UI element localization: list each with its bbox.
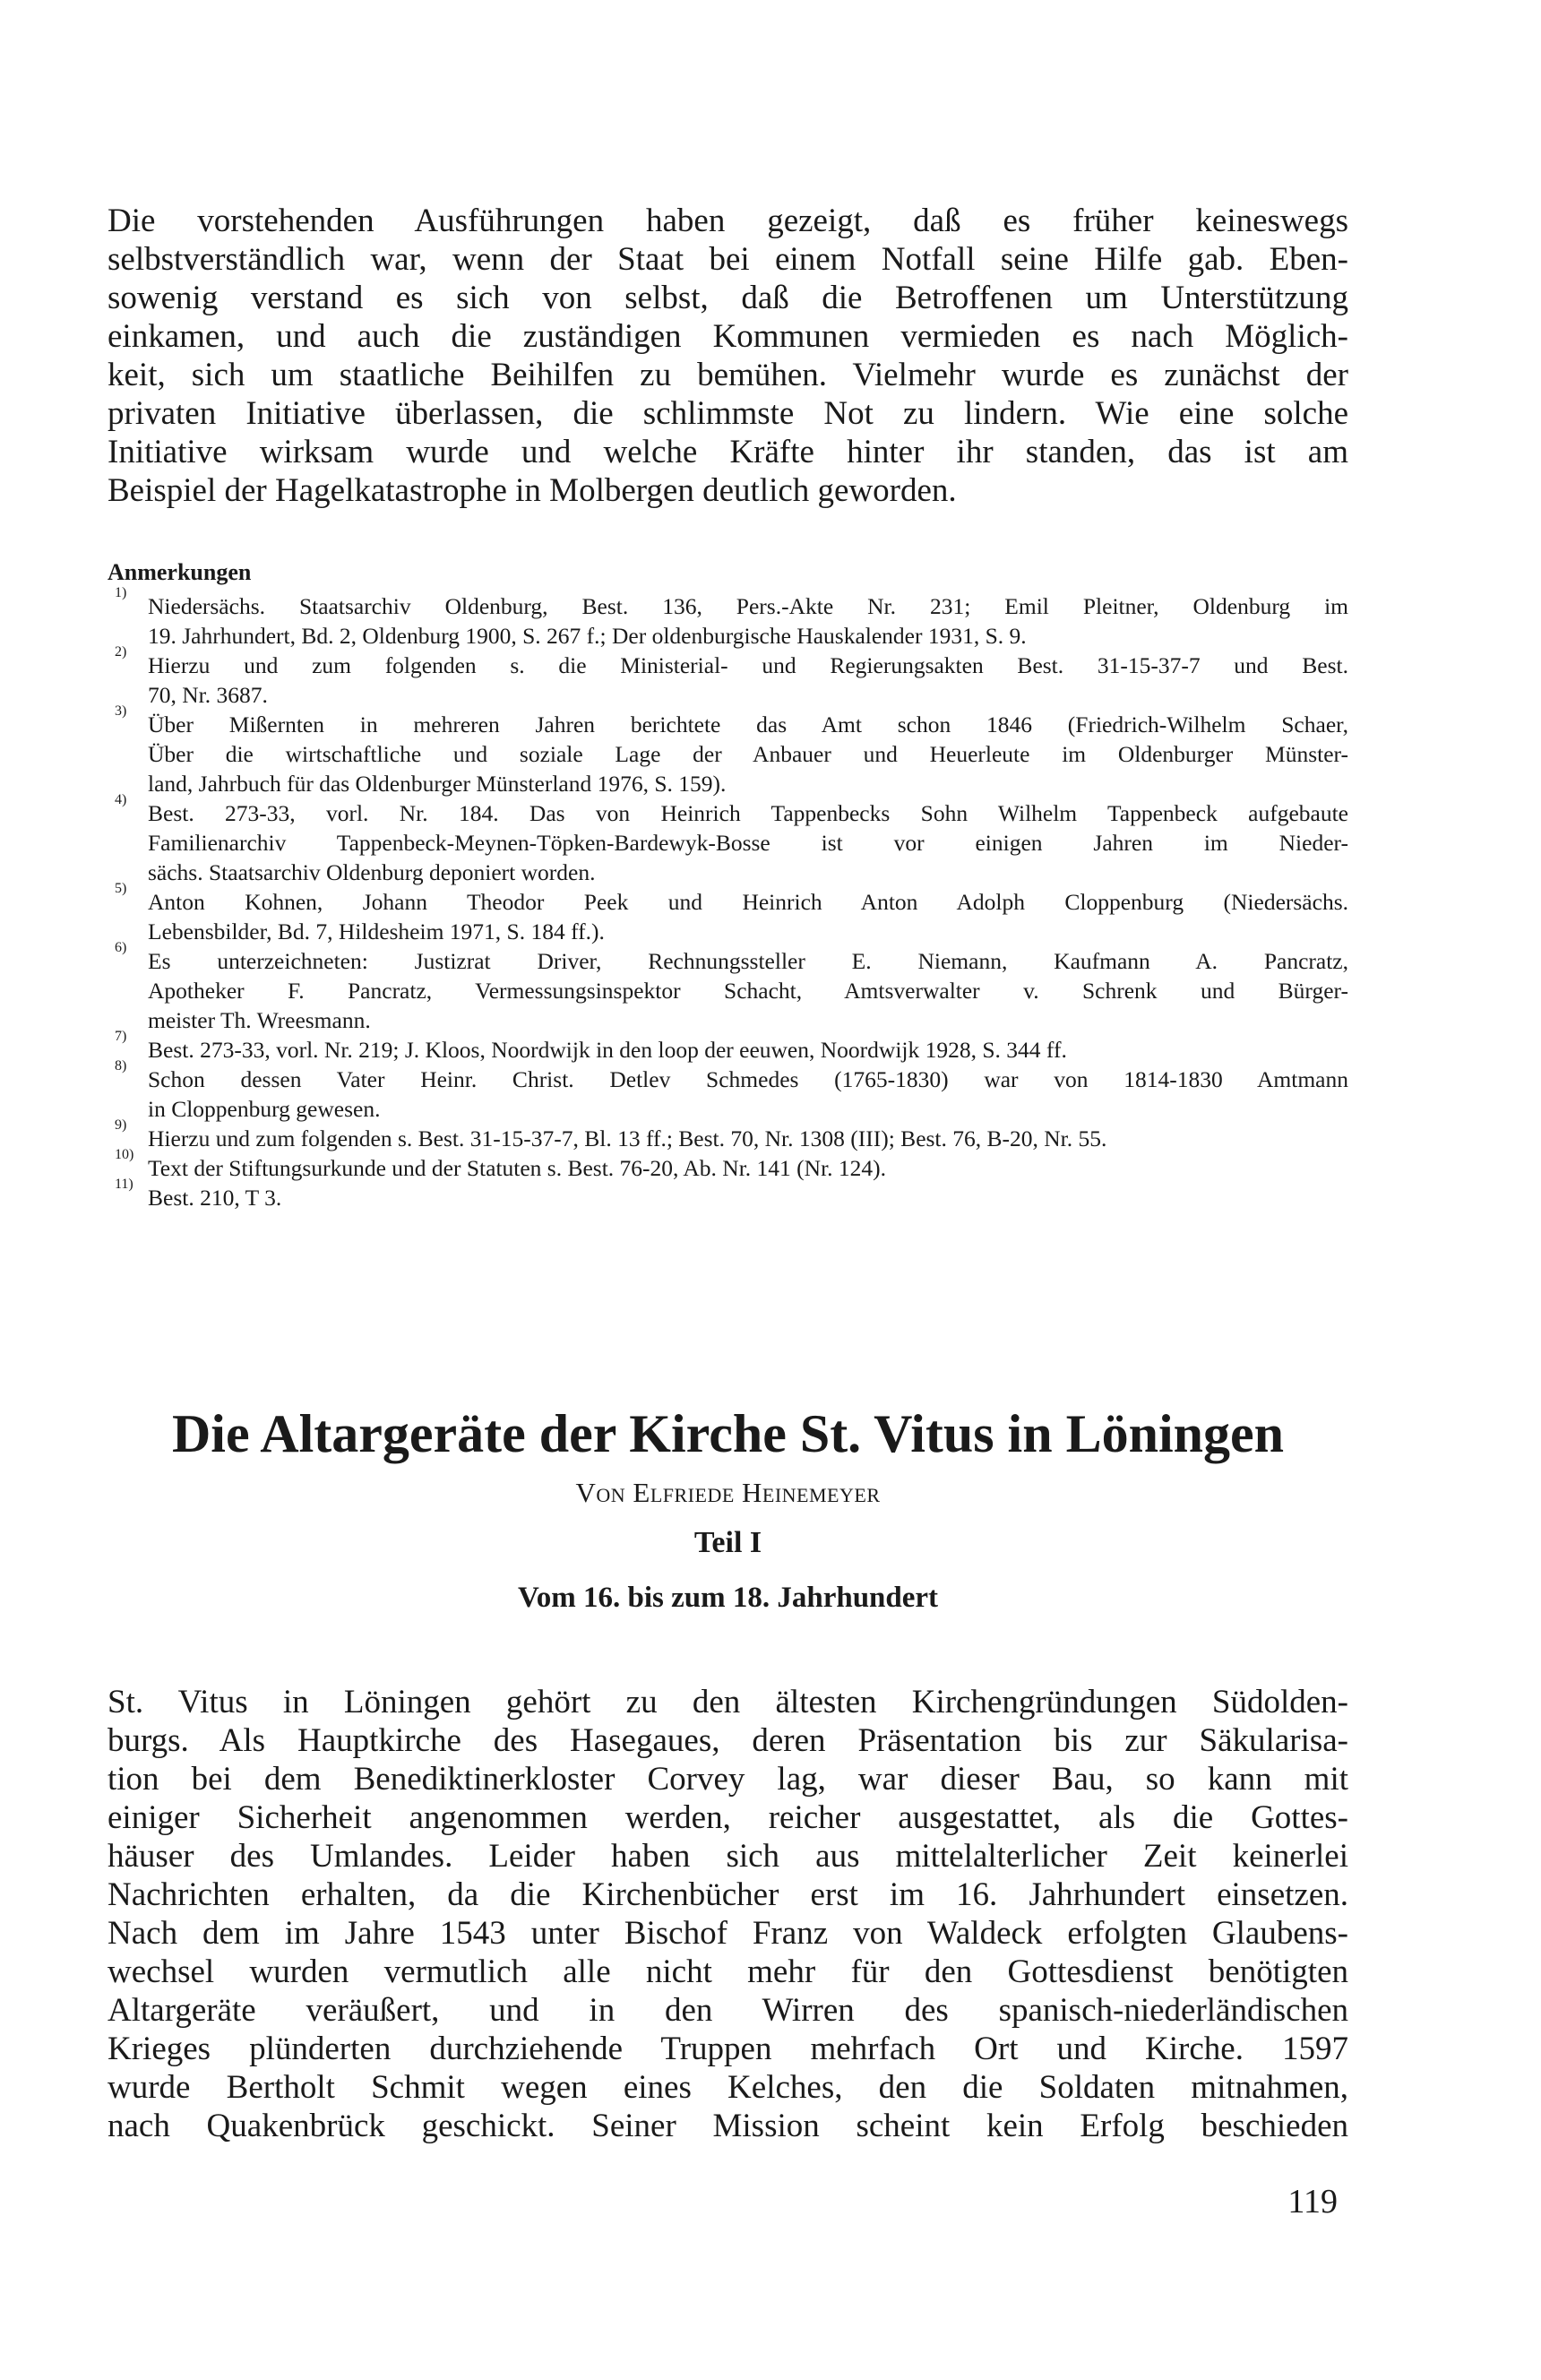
intro-line: Beispiel der Hagelkatastrophe in Molbergen deutlich geworden.	[108, 472, 957, 509]
footnote-number: 10)	[115, 1147, 134, 1162]
footnote-line: Es unterzeichneten: Justizrat Driver, Rechnungssteller E. Niemann, Kaufmann A. Pancratz,	[148, 948, 1348, 974]
body-line: Altargeräte veräußert, und in den Wirren des spanisch-niederländischen	[108, 1992, 1348, 2029]
footnotes-heading: Anmerkungen	[108, 559, 252, 585]
footnote-line: Hierzu und zum folgenden s. die Ministerial- und Regierungsakten Best. 31-15-37-7 und Best.	[148, 652, 1348, 678]
footnote	[108, 1117, 1348, 1153]
footnote-line: 19. Jahrhundert, Bd. 2, Oldenburg 1900, S. 267 f.; Der oldenburgische Hauskalender 1931, S. 9.	[148, 623, 1027, 649]
footnote	[108, 703, 1348, 798]
footnote-number: 8)	[115, 1058, 127, 1074]
footnote-line: in Cloppenburg gewesen.	[148, 1096, 381, 1122]
footnote-line: Über die wirtschaftliche und soziale Lage der Anbauer und Heuerleute im Oldenburger Münster-	[148, 741, 1348, 767]
body-line: einiger Sicherheit angenommen werden, reicher ausgestattet, als die Gottes-	[108, 1799, 1348, 1836]
footnotes-section	[108, 557, 1348, 1212]
body-line: wechsel wurden vermutlich alle nicht mehr für den Gottesdienst benötigten	[108, 1953, 1348, 1990]
footnote-number: 2)	[115, 644, 127, 660]
intro-line: privaten Initiative überlassen, die schlimmste Not zu lindern. Wie eine solche	[108, 395, 1348, 432]
footnote-line: Lebensbilder, Bd. 7, Hildesheim 1971, S. 184 ff.).	[148, 918, 605, 944]
footnote-number: 5)	[115, 881, 127, 896]
article-title: Die Altargeräte der Kirche St. Vitus in Löningen	[171, 1404, 1285, 1463]
body-line: Nachrichten erhalten, da die Kirchenbücher erst im 16. Jahrhundert einsetzen.	[108, 1876, 1348, 1913]
footnote	[108, 1058, 1348, 1124]
page-number: 119	[1287, 2183, 1338, 2220]
intro-line: Die vorstehenden Ausführungen haben gezeigt, daß es früher keineswegs	[108, 203, 1348, 239]
footnote	[108, 585, 1348, 651]
footnote-line: Apotheker F. Pancratz, Vermessungsinspektor Schacht, Amtsverwalter v. Schrenk und Bürger-	[148, 978, 1348, 1004]
intro-line: Initiative wirksam wurde und welche Kräfte hinter ihr standen, das ist am	[108, 434, 1348, 470]
footnote-line: land, Jahrbuch für das Oldenburger Münsterland 1976, S. 159).	[148, 771, 727, 797]
article-subtitle: Vom 16. bis zum 18. Jahrhundert	[517, 1582, 939, 1614]
footnote-line: Best. 210, T 3.	[148, 1185, 282, 1211]
footnote-number: 3)	[115, 703, 127, 719]
footnote-line: Niedersächs. Staatsarchiv Oldenburg, Best. 136, Pers.-Akte Nr. 231; Emil Pleitner, Oldenburg im	[148, 593, 1348, 619]
intro-line: keit, sich um staatliche Beihilfen zu bemühen. Vielmehr wurde es zunächst der	[108, 357, 1348, 393]
footnote-number: 11)	[115, 1177, 133, 1192]
footnote-line: 70, Nr. 3687.	[148, 682, 268, 708]
body-line: wurde Bertholt Schmit wegen eines Kelches, den die Soldaten mitnahmen,	[108, 2069, 1348, 2106]
body-paragraph	[108, 1683, 1348, 2145]
footnote-number: 9)	[115, 1117, 127, 1133]
body-line: St. Vitus in Löningen gehört zu den ältesten Kirchengründungen Südolden-	[108, 1684, 1348, 1720]
footnote-line: Best. 273-33, vorl. Nr. 184. Das von Heinrich Tappenbecks Sohn Wilhelm Tappenbeck aufgebaute	[148, 800, 1348, 826]
footnote-line: sächs. Staatsarchiv Oldenburg deponiert worden.	[148, 859, 596, 885]
footnote-line: Schon dessen Vater Heinr. Christ. Detlev Schmedes (1765-1830) war von 1814-1830 Amtmann	[148, 1066, 1348, 1092]
intro-paragraph	[108, 202, 1348, 510]
footnote-number: 4)	[115, 792, 127, 807]
footnote-line: meister Th. Wreesmann.	[148, 1007, 371, 1033]
footnote	[108, 792, 1348, 887]
intro-line: einkamen, und auch die zuständigen Kommunen vermieden es nach Möglich-	[108, 318, 1348, 355]
body-line: burgs. Als Hauptkirche des Hasegaues, deren Präsentation bis zur Säkularisa-	[108, 1722, 1348, 1759]
footnote	[108, 881, 1348, 946]
intro-line: sowenig verstand es sich von selbst, daß die Betroffenen um Unterstützung	[108, 280, 1348, 316]
footnote-number: 7)	[115, 1029, 127, 1044]
article-part: Teil I	[693, 1526, 762, 1559]
body-line: Nach dem im Jahre 1543 unter Bischof Franz von Waldeck erfolgten Glaubens-	[108, 1915, 1348, 1952]
footnote	[108, 1029, 1348, 1065]
footnote	[108, 1147, 1348, 1183]
footnote-line: Über Mißernten in mehreren Jahren berichtete das Amt schon 1846 (Friedrich-Wilhelm Schaer,	[148, 711, 1348, 737]
footnote	[108, 940, 1348, 1035]
footnote-line: Best. 273-33, vorl. Nr. 219; J. Kloos, Noordwijk in den loop der eeuwen, Noordwijk 1928, S. 344 ff.	[148, 1037, 1067, 1063]
footnote-line: Familienarchiv Tappenbeck-Meynen-Töpken-Bardewyk-Bosse ist vor einigen Jahren im Nieder-	[148, 830, 1348, 856]
footnote-line: Hierzu und zum folgenden s. Best. 31-15-37-7, Bl. 13 ff.; Best. 70, Nr. 1308 (III); Best. 76, B-20, Nr. 55.	[148, 1125, 1107, 1151]
body-line: nach Quakenbrück geschickt. Seiner Mission scheint kein Erfolg beschieden	[108, 2108, 1348, 2144]
footnote-number: 6)	[115, 940, 127, 955]
body-line: Krieges plünderten durchziehende Truppen mehrfach Ort und Kirche. 1597	[108, 2031, 1348, 2067]
footnote	[108, 644, 1348, 710]
footnote	[108, 1177, 1348, 1212]
footnote-line: Text der Stiftungsurkunde und der Statuten s. Best. 76-20, Ab. Nr. 141 (Nr. 124).	[148, 1155, 887, 1181]
body-line: häuser des Umlandes. Leider haben sich aus mittelalterlicher Zeit keinerlei	[108, 1838, 1348, 1875]
footnote-line: Anton Kohnen, Johann Theodor Peek und Heinrich Anton Adolph Cloppenburg (Niedersächs.	[148, 889, 1348, 915]
intro-line: selbstverständlich war, wenn der Staat bei einem Notfall seine Hilfe gab. Eben-	[108, 241, 1348, 278]
body-line: tion bei dem Benediktinerkloster Corvey lag, war dieser Bau, so kann mit	[108, 1761, 1348, 1798]
footnote-number: 1)	[115, 585, 127, 600]
article-author: Von Elfriede Heinemeyer	[575, 1477, 881, 1508]
